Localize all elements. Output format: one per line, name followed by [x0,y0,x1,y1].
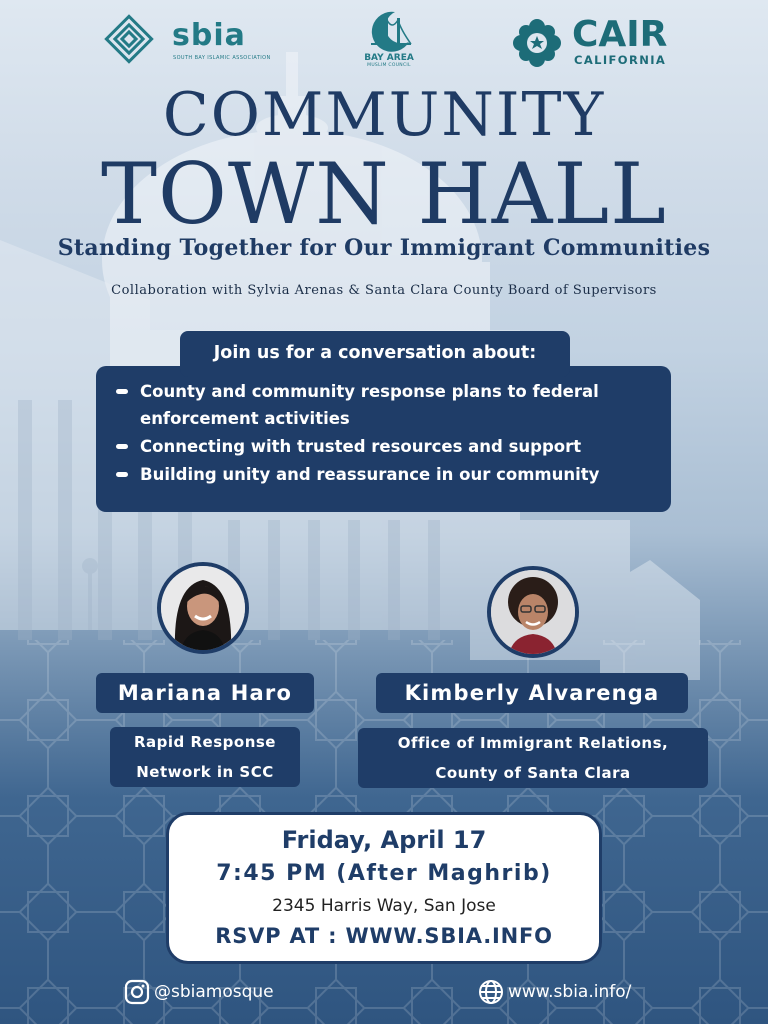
cair-emblem-icon [512,18,562,68]
title-line-1: COMMUNITY [162,80,606,150]
event-time: 7:45 PM (After Maghrib) [216,861,552,886]
conversation-intro: Join us for a conversation about: [180,331,570,377]
cair-name: CAIR [572,14,668,55]
instagram-handle[interactable] [124,976,274,1008]
sbia-emblem-icon [102,12,156,66]
bullet-icon [116,444,128,449]
event-address: 2345 Harris Way, San Jose [272,896,496,916]
speaker-role-line: Office of Immigrant Relations, [397,734,669,752]
avatar-icon [161,566,245,650]
cair-logo [512,16,682,70]
topic-text: Connecting with trusted resources and support [140,437,582,456]
sbia-logo [98,10,278,68]
crescent-bridge-icon [365,8,413,54]
event-details-card [166,812,602,964]
conversation-topics [96,366,671,512]
speaker-role-2 [358,728,708,788]
sbia-name: sbia [172,18,246,53]
topic-list [116,378,651,488]
avatar-icon [491,570,575,654]
bamc-subtitle: MUSLIM COUNCIL [367,63,411,68]
speaker-role-1 [110,727,300,787]
cair-subtitle: CALIFORNIA [574,53,667,67]
topic-text: County and community response plans to federal enforcement activities [140,382,599,428]
speaker-name-2: Kimberly Alvarenga [376,673,688,713]
website-link[interactable] [478,976,631,1008]
globe-icon [478,979,504,1005]
bullet-icon [116,389,128,394]
speaker-name-1: Mariana Haro [96,673,314,713]
collaboration-line: Collaboration with Sylvia Arenas & Santa Clara County Board of Supervisors [111,283,657,298]
title-line-2: TOWN HALL [101,145,667,243]
instagram-handle-text: @sbiamosque [154,982,274,1002]
bamc-logo [356,8,422,74]
tagline: Standing Together for Our Immigrant Communities [57,235,711,261]
speaker-role-line: Network in SCC [136,763,274,781]
bullet-icon [116,472,128,477]
speaker-photo-2 [487,566,579,658]
list-item [116,433,651,460]
list-item [116,461,651,488]
event-date: Friday, April 17 [281,826,487,854]
instagram-icon [124,979,150,1005]
speaker-role-line: Rapid Response [134,733,276,751]
rsvp-link[interactable]: RSVP AT : WWW.SBIA.INFO [215,924,553,948]
list-item [116,378,651,432]
speaker-role-line: County of Santa Clara [435,764,631,782]
speaker-photo-1 [157,562,249,654]
sbia-subtitle: SOUTH BAY ISLAMIC ASSOCIATION [173,55,271,61]
topic-text: Building unity and reassurance in our community [140,465,600,484]
bamc-name: BAY AREA [364,53,414,63]
website-link-text: www.sbia.info/ [508,982,632,1002]
